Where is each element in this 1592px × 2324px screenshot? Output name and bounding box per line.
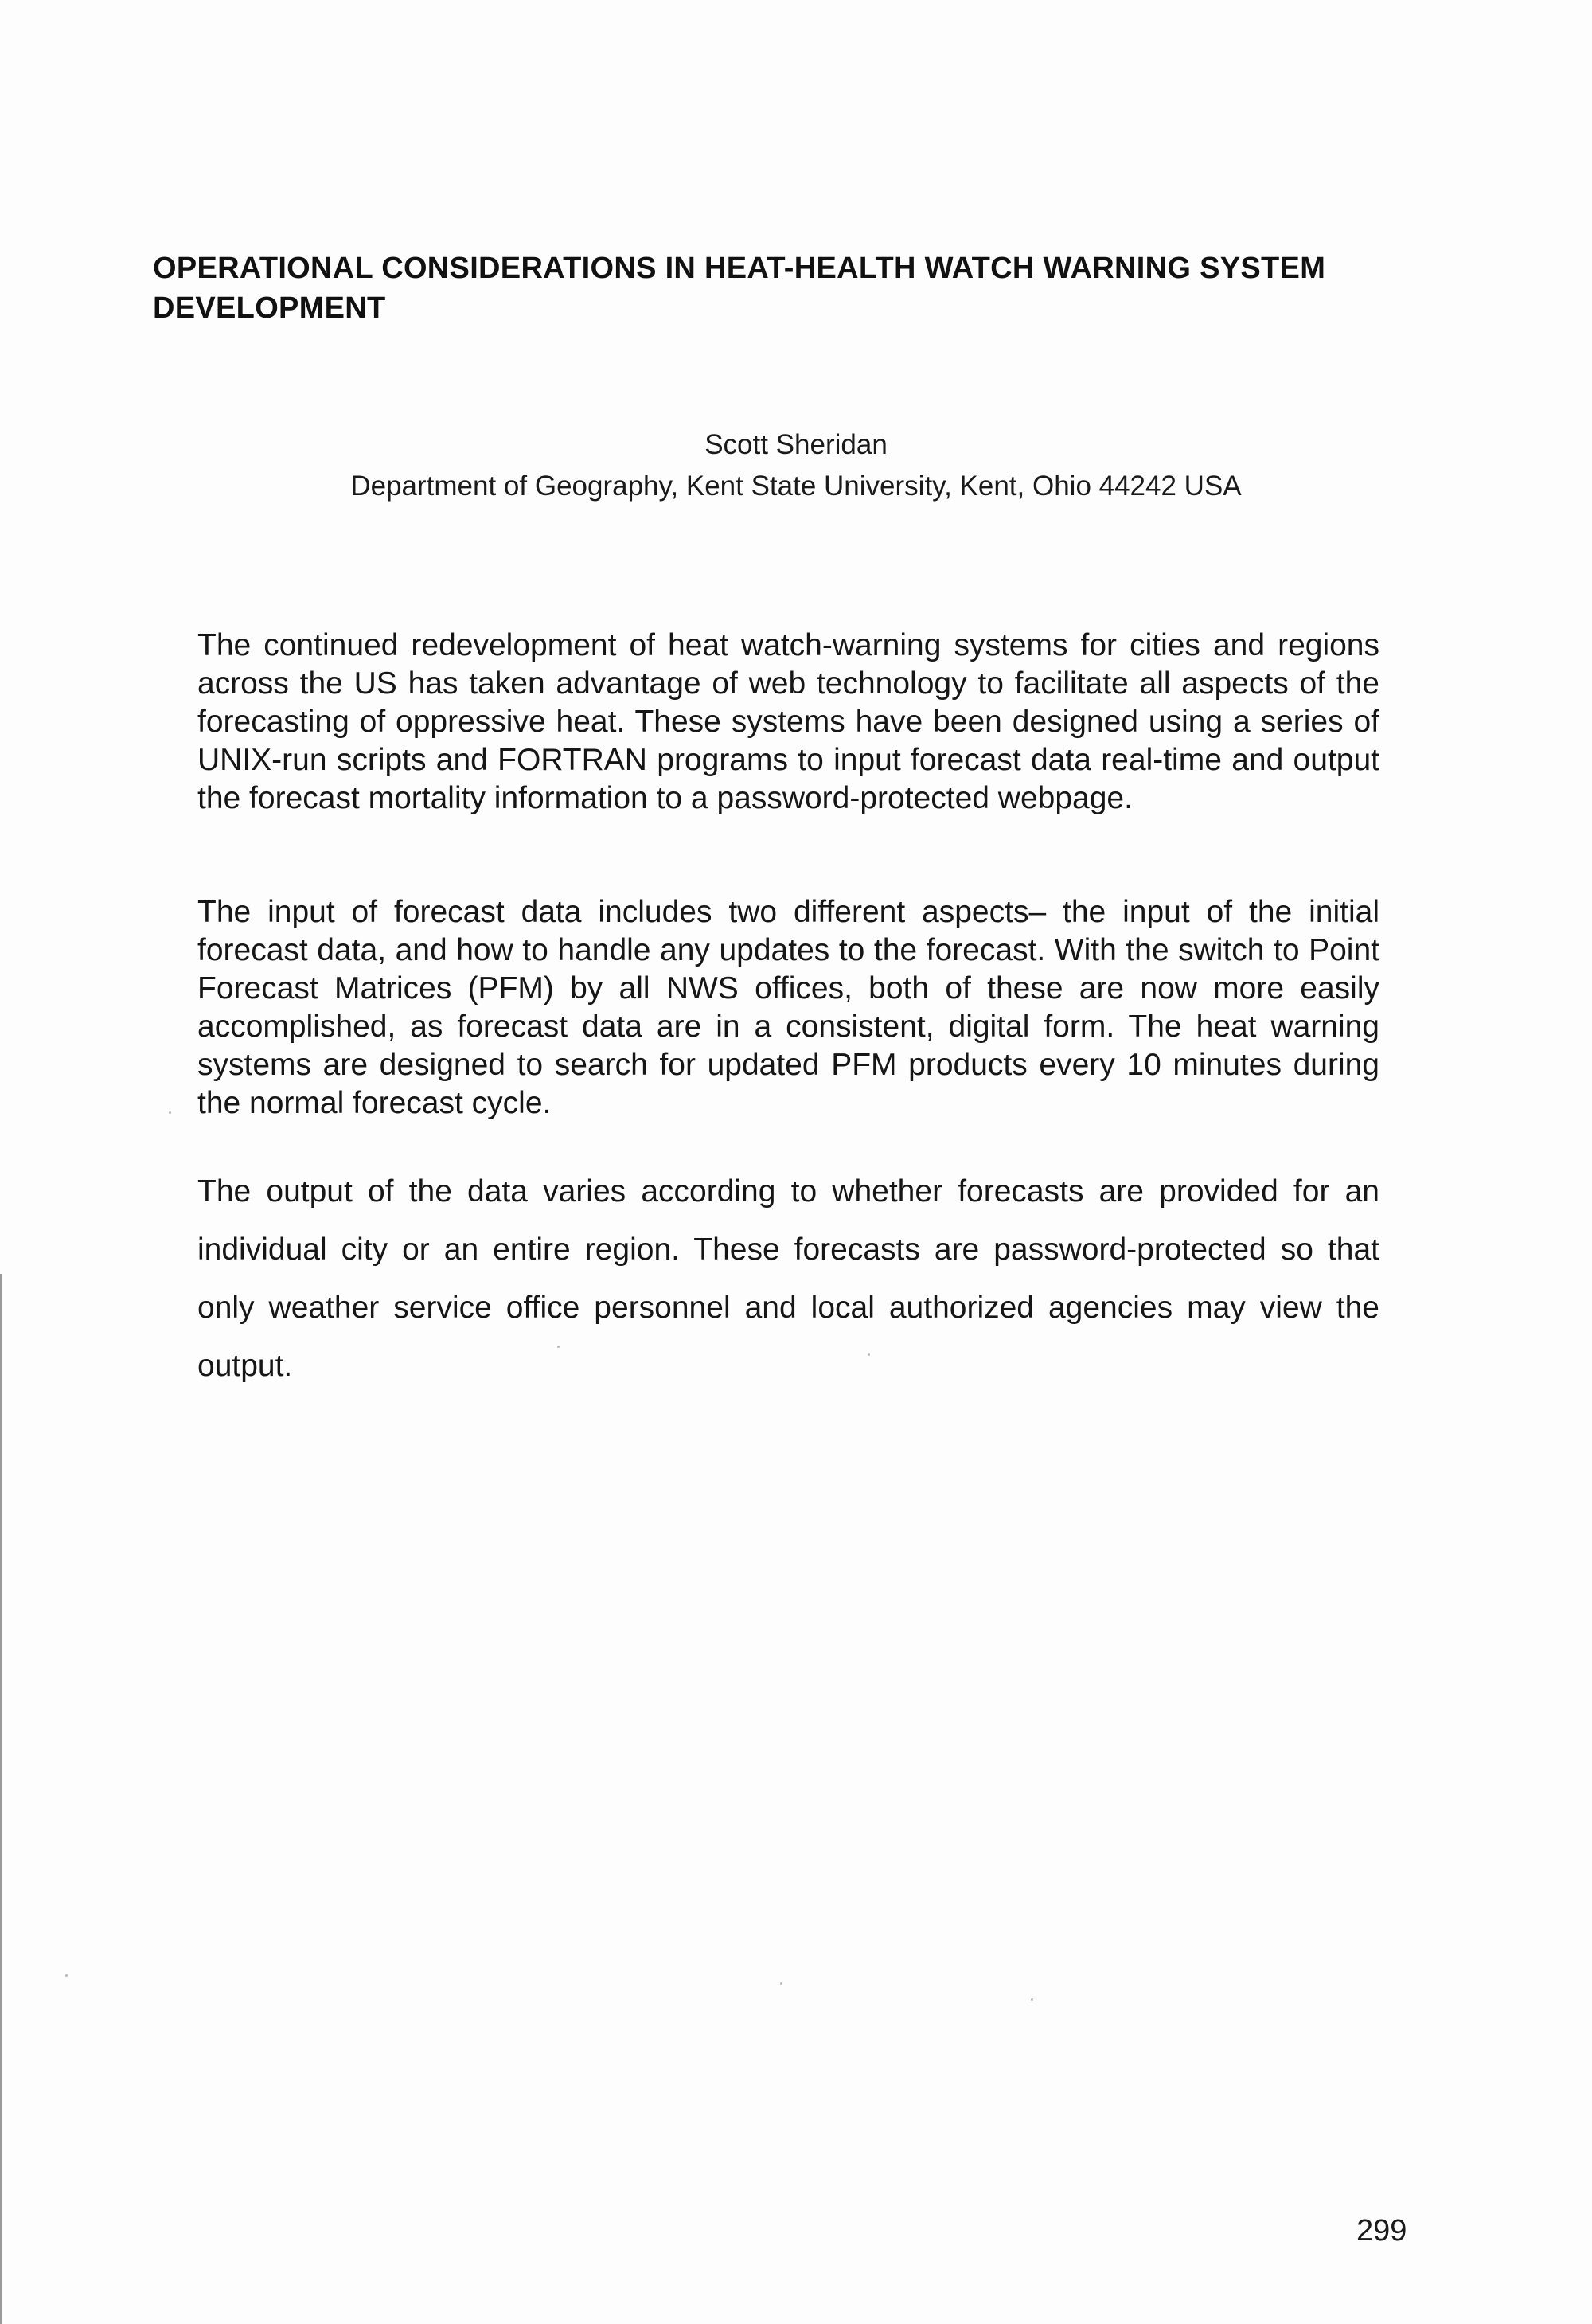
scan-speck (65, 1974, 68, 1977)
scan-speck (1031, 1998, 1033, 2001)
scan-speck (868, 1353, 870, 1356)
abstract-paragraph-1: The continued redevelopment of heat watch-warning systems for cities and regions across the US has taken advantage of web technology to facilitate all aspects of the forecasting of oppressive heat. These systems have been designed using a series of UNIX-run scripts and FORTRAN programs to input forecast data real-time and output the forecast mortality information to a password-protected webpage. (197, 628, 1379, 815)
author-affiliation: Department of Geography, Kent State University, Kent, Ohio 44242 USA (350, 471, 1242, 502)
page-number: 299 (1356, 2214, 1407, 2248)
author-name: Scott Sheridan (704, 429, 888, 460)
scan-speck (169, 1111, 171, 1114)
author-block (0, 424, 1592, 507)
abstract-paragraph-3: The output of the data varies according to whether forecasts are provided for an individual city or an entire region. These forecasts are password-protected so that only weather service office personnel and local authorized agencies may view the output. (197, 1174, 1379, 1383)
scan-edge-line (0, 1274, 2, 2324)
scan-speck (557, 1346, 560, 1348)
scan-speck (780, 1982, 782, 1985)
paper-title: OPERATIONAL CONSIDERATIONS IN HEAT-HEALTH WATCH WARNING SYSTEM DEVELOPMENT (153, 252, 1326, 325)
abstract-paragraph-2: The input of forecast data includes two different aspects– the input of the initial forecast data, and how to handle any updates to the forecast. With the switch to Point Forecast Matrices (PFM) by all NWS offices, both of these are now more easily accomplished, as forecast data are in a consistent, digital form. The heat warning systems are designed to search for updated PFM products every 10 minutes during the normal forecast cycle. (197, 895, 1379, 1120)
